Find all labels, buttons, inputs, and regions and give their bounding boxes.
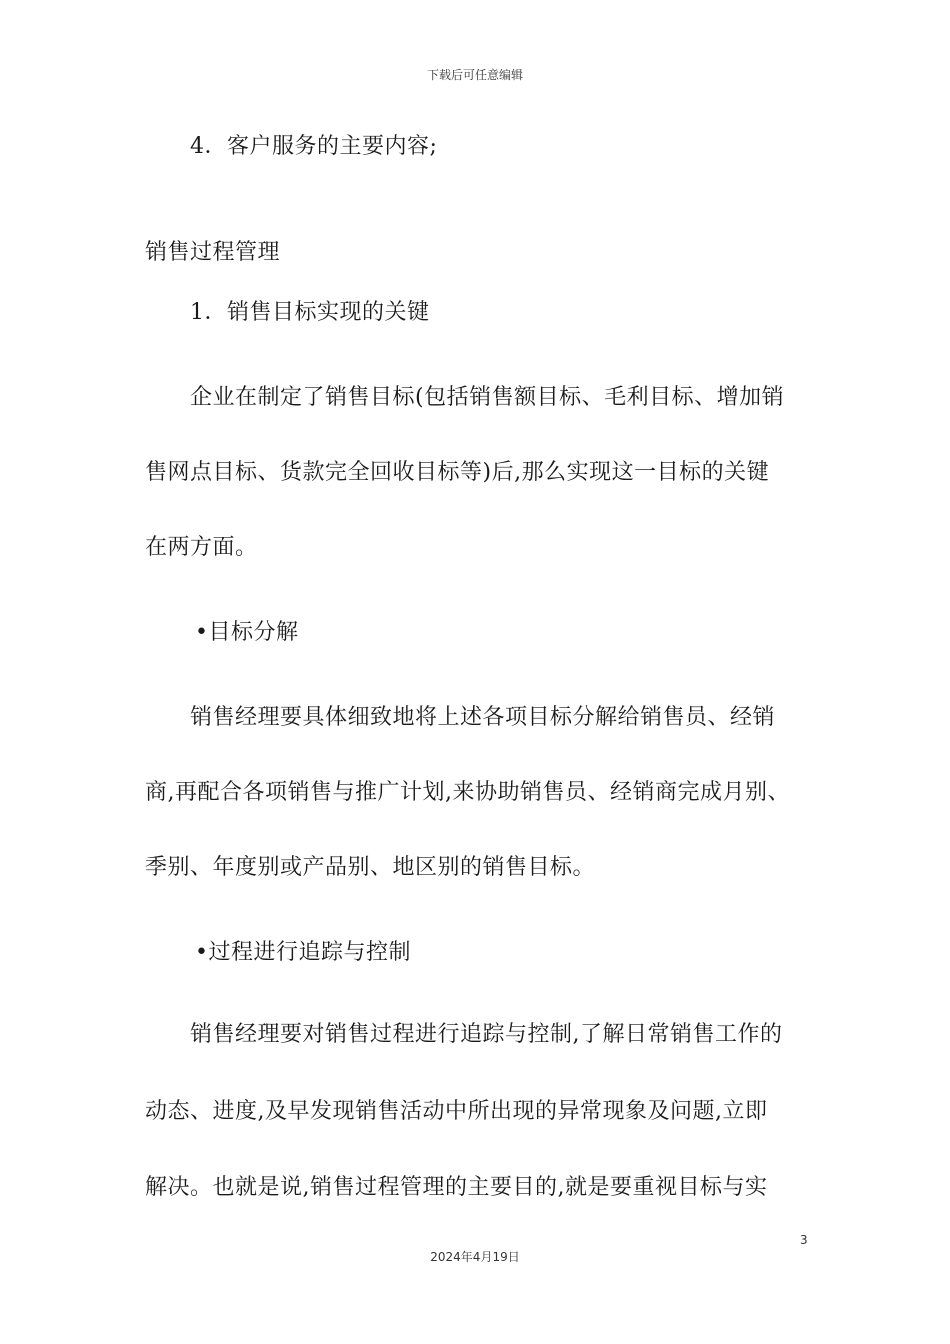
paragraph-3-line-1: 销售经理要对销售过程进行追踪与控制,了解日常销售工作的 — [190, 1022, 783, 1047]
paragraph-1-line-3: 在两方面。 — [145, 535, 258, 560]
paragraph-3-line-2: 动态、进度,及早发现销售活动中所出现的异常现象及问题,立即 — [145, 1099, 768, 1124]
page-number: 3 — [800, 1233, 808, 1247]
bullet-target-decomposition: •目标分解 — [195, 620, 299, 645]
paragraph-2-line-3: 季别、年度别或产品别、地区别的销售目标。 — [145, 855, 596, 880]
bullet-process-tracking: •过程进行追踪与控制 — [195, 940, 411, 965]
list-item-1: 1．销售目标实现的关键 — [190, 300, 430, 325]
page-header: 下载后可任意编辑 — [426, 68, 523, 82]
paragraph-1-line-1: 企业在制定了销售目标(包括销售额目标、毛利目标、增加销 — [190, 385, 785, 410]
section-title: 销售过程管理 — [145, 240, 281, 265]
paragraph-2-line-1: 销售经理要具体细致地将上述各项目标分解给销售员、经销 — [190, 705, 776, 730]
list-item-4: 4．客户服务的主要内容; — [190, 134, 438, 159]
paragraph-2-line-2: 商,再配合各项销售与推广计划,来协助销售员、经销商完成月别、 — [145, 780, 790, 805]
footer-date: 2024年4月19日 — [430, 1250, 520, 1264]
paragraph-1-line-2: 售网点目标、货款完全回收目标等)后,那么实现这一目标的关键 — [145, 460, 770, 485]
paragraph-3-line-3: 解决。也就是说,销售过程管理的主要目的,就是要重视目标与实 — [145, 1175, 768, 1200]
